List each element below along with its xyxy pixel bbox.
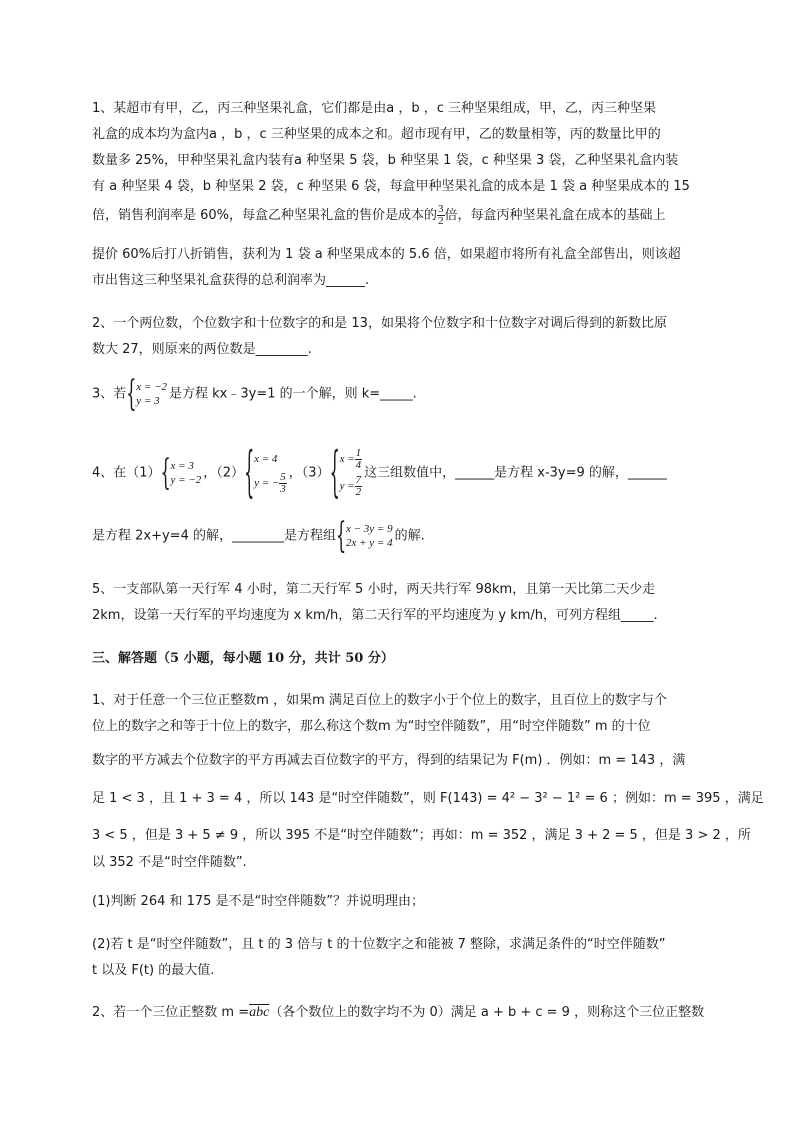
q1-line-6: 提价 60%后打八折销售，获利为 1 袋 a 种坚果成本的 5.6 倍，如果超市将所有礼盒全部售出，则该超 (92, 247, 681, 262)
q4-line-1 (92, 448, 667, 498)
q3-line (92, 380, 417, 408)
q4-line-2-end: 的解. (394, 528, 425, 544)
q3-eq-x: { x = −2 (136, 381, 168, 393)
fraction-numerator: 7 (355, 474, 362, 486)
fraction-numerator: 5 (280, 470, 286, 483)
q4-s2-eq2 (254, 472, 287, 495)
q4-sys-eq2: 2x + y = 4 (345, 537, 393, 549)
a1-line-9: t 以及 F(t) 的最大值. (92, 963, 215, 978)
q3-eq-y: y = 3 (136, 395, 160, 407)
q4-system-1 (163, 459, 202, 487)
a1-line-5: 3 < 5 ，但是 3 + 5 ≠ 9 ，所以 395 不是“时空伴随数”；再如：m = 352 ，满足 3 + 2 = 5 ，但是 3 > 2 ，所 (92, 828, 751, 843)
q4-part-2: ，（2） (203, 465, 245, 481)
q3-prefix: 3、若 (92, 386, 127, 402)
fraction-denominator: 4 (355, 459, 362, 471)
section-heading: 三、解答题（5 小题，每小题 10 分，共计 50 分） (92, 651, 394, 666)
q1-line-1: 1、某超市有甲，乙，丙三种坚果礼盒，它们都是由a ，b ，c 三种坚果组成，甲，乙，丙三种坚果 (92, 101, 657, 116)
q4-part-1: 4、在（1） (92, 465, 161, 481)
q3-suffix: 是方程 kx﹣3y=1 的一个解，则 k=_____. (169, 386, 417, 402)
q2-line-2: 数大 27，则原来的两位数是________. (92, 342, 312, 357)
q4-s2-fraction (279, 472, 287, 495)
q1-line-4: 有 a 种坚果 4 袋，b 种坚果 2 袋，c 种坚果 6 袋，每盒甲种坚果礼盒的成本是 1 袋 a 种坚果成本的 15 (92, 179, 690, 194)
q4-system-3 (332, 448, 363, 498)
fraction-three-halves (437, 204, 445, 227)
q4-s3-eq1 (340, 448, 363, 471)
q1-line-5 (92, 204, 666, 227)
q2-line-1: 2、一个两位数，个位数字和十位数字的和是 13，如果将个位数字和十位数字对调后得到的新数比原 (92, 316, 667, 331)
q4-part-4: 这三组数值中，______是方程 x-3y=9 的解，______ (364, 465, 667, 481)
a1-line-4: 足 1 < 3 ，且 1 + 3 = 4 ，所以 143 是“时空伴随数”，则 F(143) = 4² − 3² − 1² = 6 ；例如：m = 395 ，满足 (92, 791, 764, 806)
a2-abc: $\overline{abc}$ (249, 1005, 270, 1020)
q4-s3-fraction-1 (355, 448, 363, 471)
fraction-denominator: 3 (280, 482, 286, 495)
fraction-numerator: 1 (355, 447, 362, 459)
a2-line-1-start: 2、若一个三位正整数 m = (92, 1005, 250, 1020)
a1-line-8: (2)若 t 是“时空伴随数”，且 t 的 3 倍与 t 的十位数字之和能被 7 整除，求满足条件的“时空伴随数” (92, 937, 666, 952)
q4-s3-eq2-text: y = (339, 480, 355, 493)
q1-line-7: 市出售这三种坚果礼盒获得的总利润率为______. (92, 273, 370, 288)
a1-line-1: 1、对于任意一个三位正整数m ，如果m 满足百位上的数字小于个位上的数字，且百位上的数字与个 (92, 693, 667, 708)
q4-s1-eq2: y = −2 (170, 474, 202, 486)
q4-s1-eq1: { x = 3 (170, 460, 194, 472)
q1-line-5-start: 倍，销售利润率是 60%，每盒乙种坚果礼盒的售价是成本的 (92, 208, 438, 223)
q3-equation-system (128, 380, 167, 408)
q5-line-2: 2km，设第一天行军的平均速度为 x km/h，第二天行军的平均速度为 y km/h，可列方程组_____. (92, 608, 658, 623)
q1-line-5-end: 倍，每盒丙种坚果礼盒在成本的基础上 (444, 208, 666, 223)
q4-s2-eq1: { x = 4 (254, 452, 278, 465)
a2-line-1 (92, 1004, 704, 1022)
q4-line-2-start: 是方程 2x+y=4 的解，________是方程组 (92, 528, 336, 544)
fraction-numerator: 3 (438, 203, 444, 215)
a1-line-3: 数字的平方减去个位数字的平方再减去百位数字的平方，得到的结果记为 F(m) ．例如：m = 143 ，满 (92, 753, 686, 768)
a1-line-6: 以 352 不是“时空伴随数”. (92, 855, 247, 870)
q4-s3-eq2 (340, 475, 363, 498)
q1-line-2: 礼盒的成本均为盒内a ，b ，c 三种坚果的成本之和。超市现有甲，乙的数量相等，丙的数量比甲的 (92, 127, 661, 142)
fraction-denominator: 2 (438, 215, 444, 227)
q4-s3-fraction-2 (355, 475, 363, 498)
q4-part-3: ，（3） (288, 465, 330, 481)
a2-line-1-end: （各个数位上的数字均不为 0）满足 a + b + c = 9 ，则称这个三位正整数 (269, 1005, 705, 1020)
q4-s2-eq2-text: y = − (254, 476, 280, 489)
q4-line-2 (92, 522, 425, 550)
fraction-denominator: 2 (355, 486, 362, 498)
a1-line-2: 位上的数字之和等于十位上的数字，那么称这个数m 为“时空伴随数”，用“时空伴随数” m 的十位 (92, 719, 651, 734)
a1-line-7: (1)判断 264 和 175 是不是“时空伴随数”？并说明理由； (92, 894, 425, 909)
q1-line-3: 数量多 25%，甲种坚果礼盒内装有a 种坚果 5 袋，b 种坚果 1 袋，c 种坚果 3 袋，乙种坚果礼盒内装 (92, 153, 679, 168)
q5-line-1: 5、一支部队第一天行军 4 小时，第二天行军 5 小时，两天共行军 98km，且第一天比第二天少走 (92, 582, 656, 597)
q4-equation-system (338, 522, 393, 550)
q4-system-2 (246, 452, 287, 495)
q4-s3-eq1-text: x = (339, 453, 355, 466)
q4-sys-eq1: { x − 3y = 9 (345, 523, 393, 535)
